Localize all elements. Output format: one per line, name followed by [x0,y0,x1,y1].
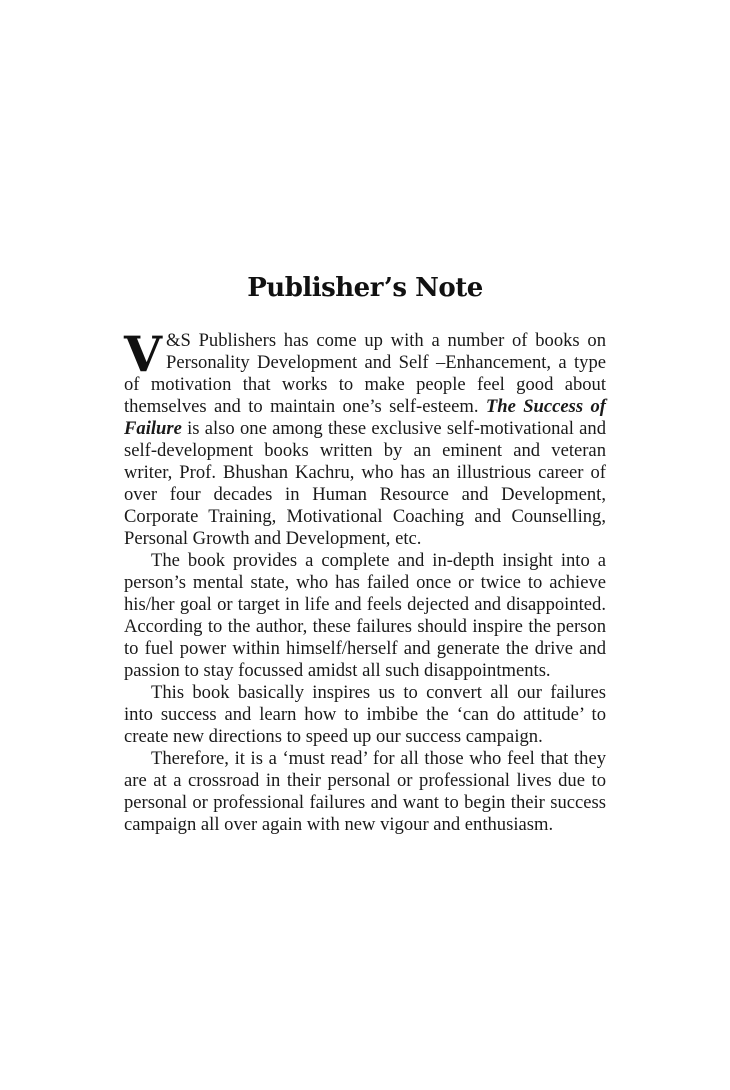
paragraph-1-text-after: is also one among these exclusive self-motivational and self-development books written by an eminent and veteran writer, Prof. Bhushan Kachru, who has an illustrious career of over four decades in Human Resource and Development, Corporate Training, Motivational Coaching and Counselling, Personal Growth and Development, etc. [124,418,606,549]
paragraph-3: This book basically inspires us to convert all our failures into success and learn how to imbibe the ‘can do attitude’ to create new directions to speed up our success campaign. [124,682,606,747]
document-page [124,268,606,836]
paragraph-4: Therefore, it is a ‘must read’ for all those who feel that they are at a crossroad in their personal or professional lives due to personal or professional failures and want to begin their success campaign all over again with new vigour and enthusiasm. [124,748,606,835]
paragraph-1-text-before: &S Publishers has come up with a number of books on Personality Development and Self –Enhancement, a type of motivation that works to make people feel good about themselves and to maintain one’s self-esteem. [124,330,606,417]
page-title: Publisher’s Note [247,273,483,303]
paragraph-1 [124,325,607,550]
book-title-emphasis: The Success of Failure [124,396,607,439]
drop-cap: V [124,325,163,383]
paragraph-2: The book provides a complete and in-depth insight into a person’s mental state, who has failed once or twice to achieve his/her goal or target in life and feels dejected and disappointed. According to the author, these failures should inspire the person to fuel power within himself/herself and generate the drive and passion to stay focussed amidst all such disappointments. [124,550,606,681]
body-text [124,325,607,836]
